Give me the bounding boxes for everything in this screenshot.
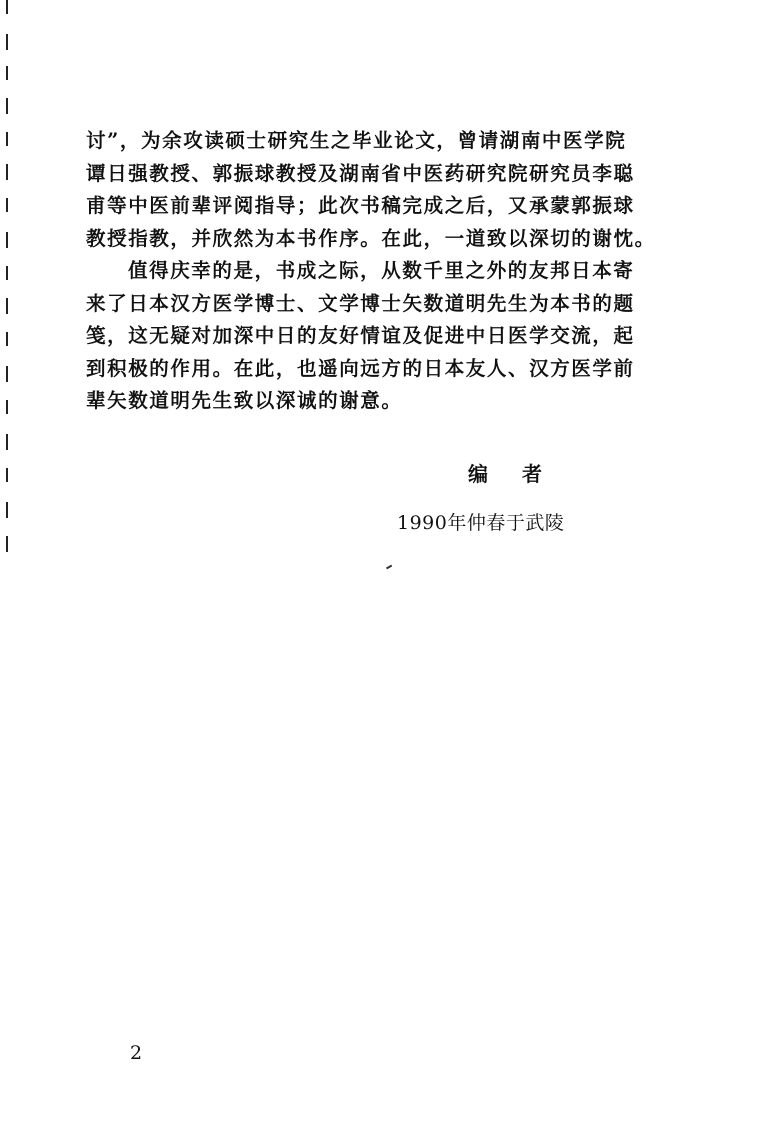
binding-marks (6, 0, 10, 560)
date-place-line: 1990年仲春于武陵 (397, 512, 565, 534)
text-line: 谭日强教授、郭振球教授及湖南省中医药研究院研究员李聪 (86, 161, 635, 185)
text-line: 讨”，为余攻读硕士研究生之毕业论文，曾请湖南中医学院 (86, 129, 627, 152)
text-line: 笺，这无疑对加深中日的友好情谊及促进中日医学交流，起 (86, 324, 635, 347)
text-line: 来了日本汉方医学博士、文学博士矢数道明先生为本书的题 (86, 291, 635, 315)
text-line: 值得庆幸的是，书成之际，从数千里之外的友邦日本寄 (128, 259, 635, 282)
text-line: 辈矢数道明先生致以深诚的谢意。 (86, 389, 403, 412)
text-line: 教授指教，并欣然为本书作序。在此，一道致以深切的谢忱。 (86, 226, 656, 250)
author-signature: 编者 (468, 462, 576, 486)
page-number: 2 (130, 1042, 143, 1064)
text-line: 甫等中医前辈评阅指导；此次书稿完成之后，又承蒙郭振球 (86, 194, 635, 217)
body-text (86, 125, 678, 418)
stray-mark (386, 565, 392, 569)
paragraph-acknowledgements (86, 125, 678, 255)
text-line: 到积极的作用。在此，也遥向远方的日本友人、汉方医学前 (86, 356, 635, 380)
paragraph-japan-thanks (86, 255, 678, 418)
